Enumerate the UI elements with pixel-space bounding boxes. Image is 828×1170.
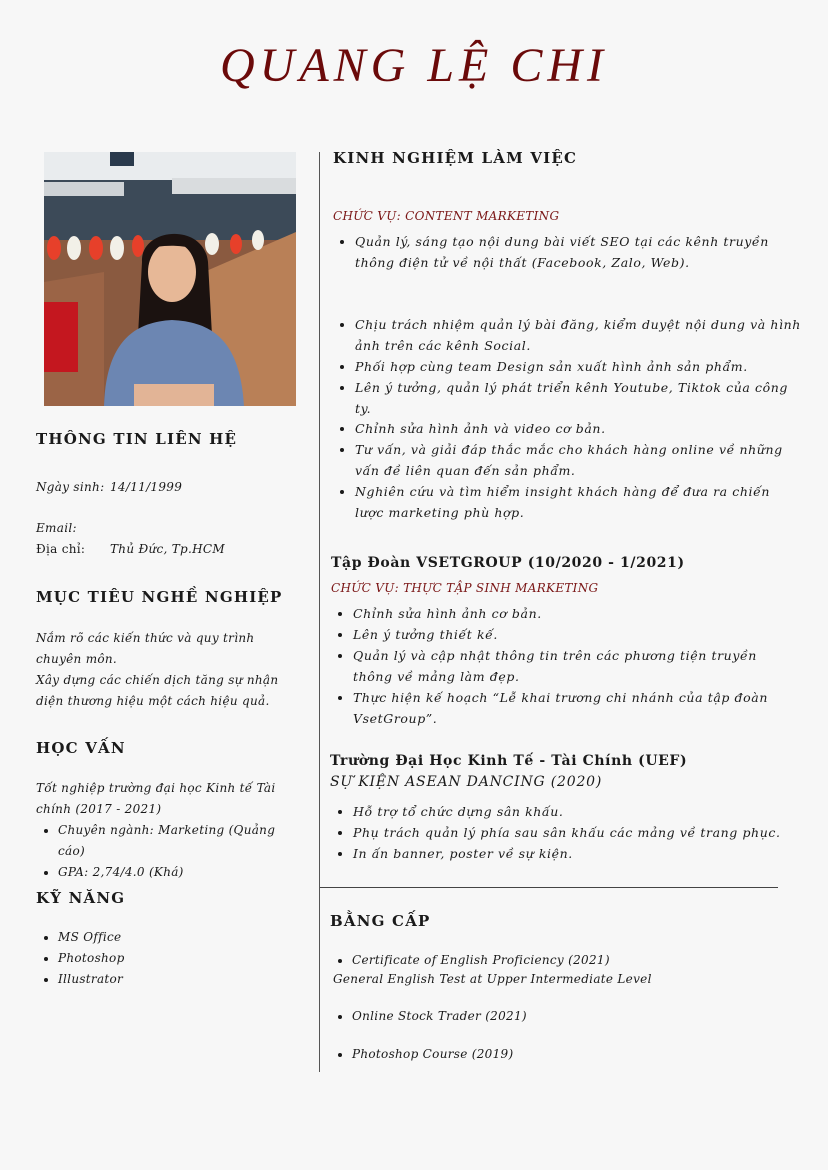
- objective-heading: MỤC TIÊU NGHỀ NGHIỆP: [36, 588, 283, 606]
- list-item: • Photoshop Course (2019): [352, 1044, 800, 1065]
- skills-list: [36, 927, 296, 990]
- job3-event: SỰ KIỆN ASEAN DANCING (2020): [330, 774, 603, 790]
- contact-heading: THÔNG TIN LIÊN HỆ: [36, 430, 238, 448]
- experience-heading: KINH NGHIỆM LÀM VIỆC: [333, 149, 578, 167]
- list-item: • Phụ trách quản lý phía sau sân khấu các mảng về trang phục.: [353, 822, 801, 843]
- profile-photo: [44, 152, 296, 406]
- list-item: • Chỉnh sửa hình ảnh cơ bản.: [353, 603, 801, 624]
- column-divider: [319, 152, 320, 1072]
- education-text: Tốt nghiệp trường đại học Kinh tế Tài chính (2017 - 2021): [36, 781, 276, 816]
- certificates-heading: BẰNG CẤP: [330, 912, 431, 930]
- list-item: • Online Stock Trader (2021): [352, 1006, 800, 1027]
- list-item: • Illustrator: [58, 969, 296, 990]
- job2-list: [331, 603, 801, 729]
- list-item: • Thực hiện kế hoạch “Lễ khai trương chi nhánh của tập đoàn VsetGroup”.: [353, 687, 801, 729]
- objective-text: [36, 628, 296, 712]
- job2-role: CHỨC VỤ: THỰC TẬP SINH MARKETING: [331, 581, 599, 595]
- list-item: • Hỗ trợ tổ chức dựng sân khấu.: [353, 801, 801, 822]
- list-item: • MS Office: [58, 927, 296, 948]
- list-item: • Nghiên cứu và tìm hiểm insight khách hàng để đưa ra chiến lược marketing phù hợp.: [355, 481, 803, 523]
- list-item: • GPA: 2,74/4.0 (Khá): [58, 862, 306, 883]
- objective-line-1: Nắm rõ các kiến thức và quy trình chuyên môn.: [36, 631, 255, 666]
- email-label: Email:: [36, 521, 77, 535]
- list-item: • Chuyên ngành: Marketing (Quảng cáo): [58, 820, 306, 862]
- contact-info: [36, 477, 306, 560]
- dob-label: Ngày sinh:: [36, 480, 105, 494]
- address-label: Địa chỉ:: [36, 542, 86, 556]
- education-block: [36, 778, 306, 883]
- section-divider: [320, 887, 778, 888]
- job3-list: [331, 801, 801, 864]
- candidate-name: QUANG LỆ CHI: [219, 39, 608, 92]
- job2-company: Tập Đoàn VSETGROUP (10/2020 - 1/2021): [331, 555, 685, 571]
- list-item: • Tư vấn, và giải đáp thắc mắc cho khách hàng online về những vấn đề liên quan đến sản phẩm.: [355, 439, 803, 481]
- list-item: • Lên ý tưởng thiết kế.: [353, 624, 801, 645]
- certificates-list: [330, 950, 800, 1065]
- address-value: Thủ Đức, Tp.HCM: [110, 542, 225, 556]
- list-item: • Chịu trách nhiệm quản lý bài đăng, kiểm duyệt nội dung và hình ảnh trên các kênh Social.: [355, 314, 805, 356]
- list-item: • Quản lý và cập nhật thông tin trên các phương tiện truyền thông về mảng làm đẹp.: [353, 645, 801, 687]
- objective-line-2: Xây dựng các chiến dịch tăng sự nhận diện thương hiệu một cách hiệu quả.: [36, 673, 279, 708]
- job1-list-c: [333, 418, 803, 523]
- job3-company: Trường Đại Học Kinh Tế - Tài Chính (UEF): [330, 753, 688, 769]
- dob-value: 14/11/1999: [110, 480, 183, 494]
- job1-list-a: [333, 231, 803, 273]
- certificate-subtitle: General English Test at Upper Intermediate Level: [333, 972, 652, 986]
- list-item: • In ấn banner, poster về sự kiện.: [353, 843, 801, 864]
- job1-list-b: [333, 314, 805, 419]
- education-heading: HỌC VẤN: [36, 739, 126, 757]
- skills-heading: KỸ NĂNG: [36, 889, 126, 907]
- list-item: • Photoshop: [58, 948, 296, 969]
- list-item: • Phối hợp cùng team Design sản xuất hình ảnh sản phẩm.: [355, 356, 805, 377]
- list-item: • Quản lý, sáng tạo nội dung bài viết SEO tại các kênh truyền thông điện tử về nội thất (Facebook, Zalo, Web).: [355, 231, 803, 273]
- job1-role: CHỨC VỤ: CONTENT MARKETING: [333, 209, 560, 223]
- list-item: • Lên ý tưởng, quản lý phát triển kênh Youtube, Tiktok của công ty.: [355, 377, 805, 419]
- list-item: • Certificate of English Proficiency (2021): [352, 950, 800, 971]
- list-item: • Chỉnh sửa hình ảnh và video cơ bản.: [355, 418, 803, 439]
